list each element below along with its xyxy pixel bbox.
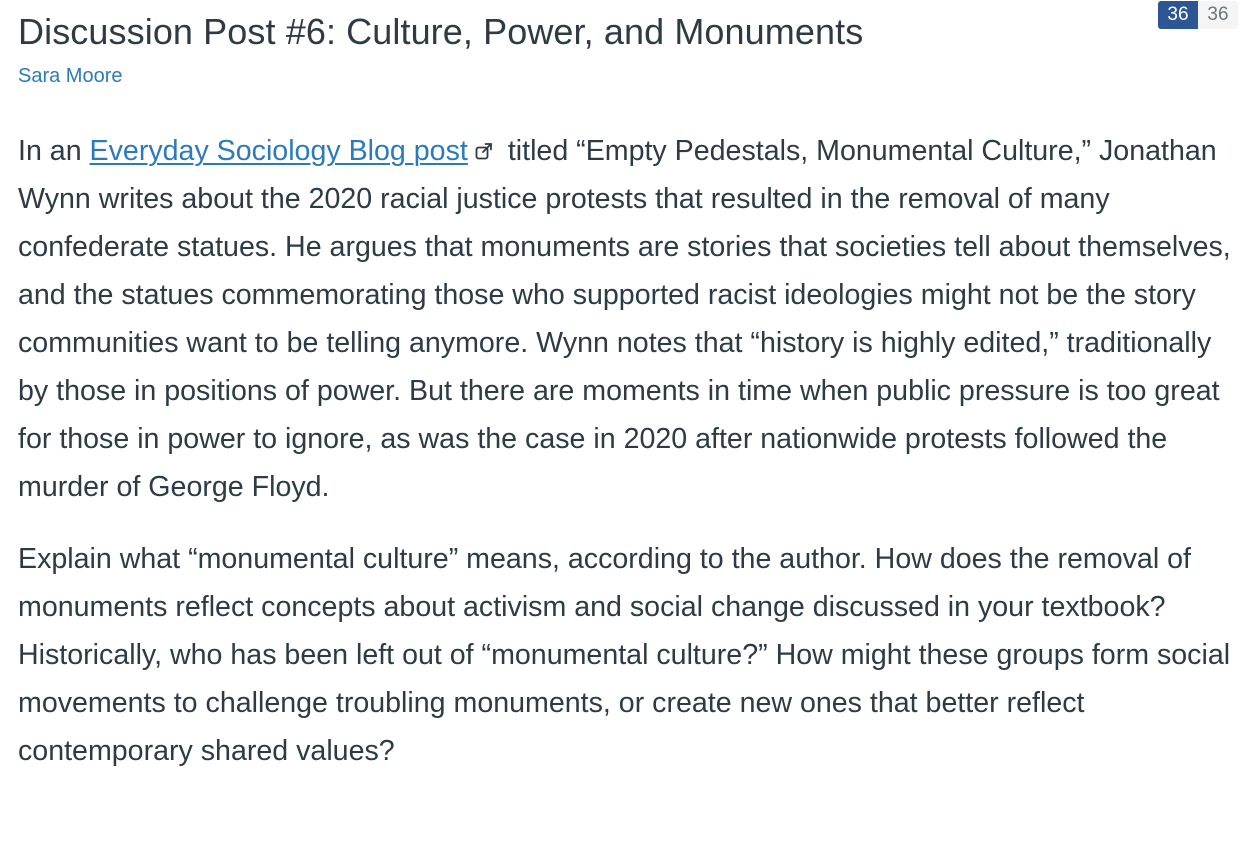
external-link-icon (474, 141, 494, 161)
page-title: Discussion Post #6: Culture, Power, and Monuments (18, 11, 864, 52)
para1-intro-text: In an (18, 135, 90, 167)
reply-count-badges (1158, 1, 1238, 29)
discussion-header (18, 4, 1234, 104)
author-link[interactable]: Sara Moore (18, 65, 123, 87)
body-paragraph-1 (18, 127, 1234, 511)
discussion-body (18, 127, 1234, 799)
body-paragraph-2: Explain what “monumental culture” means, according to the author. How does the removal of monuments reflect concepts about activism and social change discussed in your textbook? Historically, who has been left out of “monumental culture?” How might these groups form social movements to challenge troubling monuments, or create new ones that better reflect contemporary shared values? (18, 543, 1231, 767)
total-count-badge: 36 (1198, 1, 1238, 29)
para1-main-text: titled “Empty Pedestals, Monumental Culture,” Jonathan Wynn writes about the 2020 racial justice protests that resulted in the removal of many confederate statues. He argues that monuments are stories that societies tell about themselves, and the statues commemorating those who supported racist ideologies might not be the story communities want to be telling anymore. Wynn notes that “history is highly edited,” traditionally by those in positions of power. But there are moments in time when public pressure is too great for those in power to ignore, as was the case in 2020 after nationwide protests followed the murder of George Floyd. (18, 135, 1231, 503)
blog-post-link[interactable]: Everyday Sociology Blog post (89, 135, 468, 167)
unread-count-badge: 36 (1158, 1, 1198, 29)
